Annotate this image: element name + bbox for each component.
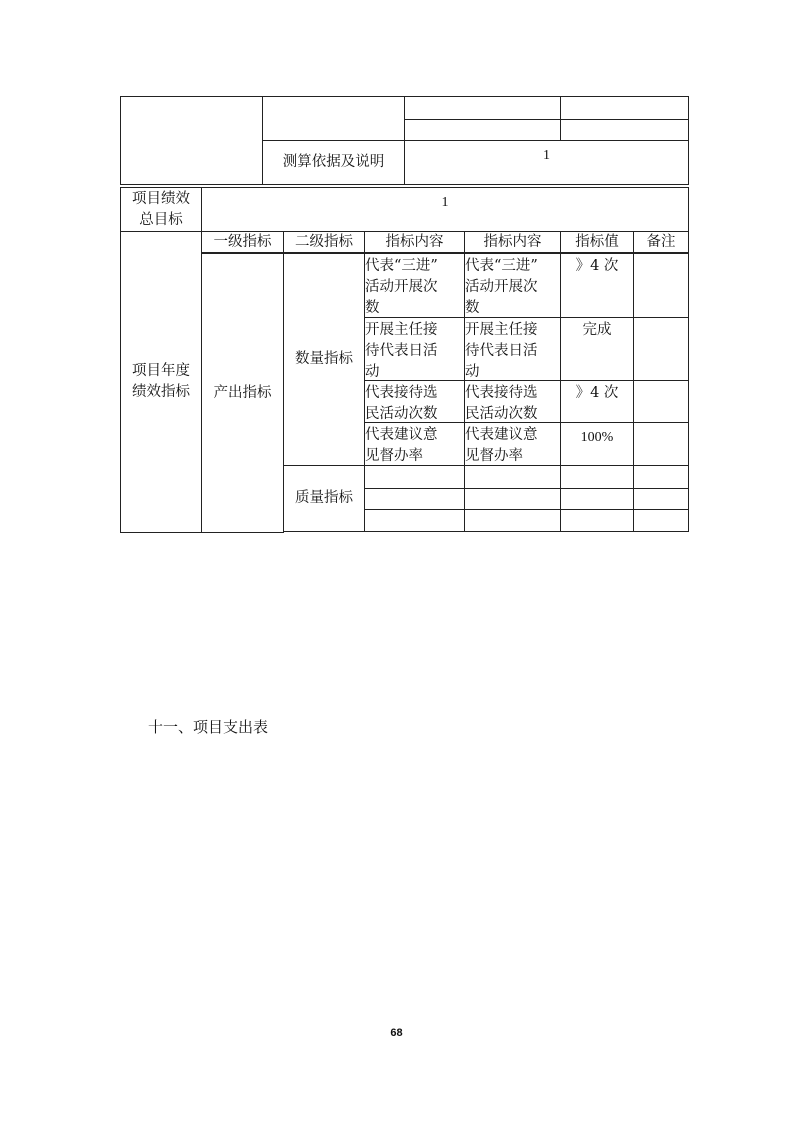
row3-note xyxy=(633,380,689,423)
top-table-blank-cell xyxy=(262,96,405,141)
row4-content-a-line2: 见督办率 xyxy=(365,448,423,464)
row3-content-b-line2: 民活动次数 xyxy=(465,406,538,422)
row1-content-a-line3: 数 xyxy=(365,300,380,316)
top-table-blank-cell xyxy=(560,119,689,141)
goal-label-line2: 总目标 xyxy=(139,211,183,228)
row2-content-a xyxy=(364,317,465,381)
header-content-a: 指标内容 xyxy=(364,231,465,253)
row3-content-a-line1: 代表接待选 xyxy=(365,385,438,401)
annual-label-line1: 项目年度 xyxy=(132,363,190,379)
row1-content-a xyxy=(364,253,465,318)
row3-content-b xyxy=(464,380,561,423)
quality-blank-cell xyxy=(464,488,561,510)
level2-quality: 质量指标 xyxy=(283,465,365,532)
section-heading: 十一、项目支出表 xyxy=(148,718,269,736)
row4-content-b xyxy=(464,422,561,466)
row2-content-b-line3: 动 xyxy=(465,364,480,380)
row2-content-a-line1: 开展主任接 xyxy=(365,322,438,338)
quality-blank-cell xyxy=(364,488,465,510)
quality-blank-cell xyxy=(464,465,561,489)
quality-blank-cell xyxy=(560,488,634,510)
level1-output: 产出指标 xyxy=(201,253,284,533)
row4-note xyxy=(633,422,689,466)
row2-value: 完成 xyxy=(560,317,634,381)
row1-content-a-line2: 活动开展次 xyxy=(365,279,438,295)
row4-content-b-line2: 见督办率 xyxy=(465,448,523,464)
row1-content-b-line3: 数 xyxy=(465,300,480,316)
row4-value: 100% xyxy=(560,422,634,466)
row2-content-b-line2: 待代表日活 xyxy=(465,343,538,359)
row2-content-b xyxy=(464,317,561,381)
row3-value: 》4 次 xyxy=(560,380,634,423)
row3-content-a-line2: 民活动次数 xyxy=(365,406,438,422)
goal-label xyxy=(120,187,202,232)
row1-note xyxy=(633,253,689,318)
quality-blank-cell xyxy=(464,509,561,532)
row1-content-b-line1: 代表“三进” xyxy=(465,258,538,274)
quality-blank-cell xyxy=(560,509,634,532)
basis-label: 测算依据及说明 xyxy=(262,140,405,185)
row2-content-b-line1: 开展主任接 xyxy=(465,322,538,338)
header-content-b: 指标内容 xyxy=(464,231,561,253)
row1-content-b xyxy=(464,253,561,318)
basis-value: 1 xyxy=(404,140,689,185)
row3-content-b-line1: 代表接待选 xyxy=(465,385,538,401)
quality-blank-cell xyxy=(560,465,634,489)
goal-value: 1 xyxy=(201,187,689,232)
page-number: 68 xyxy=(390,1027,403,1039)
row4-content-b-line1: 代表建议意 xyxy=(465,427,538,443)
row2-note xyxy=(633,317,689,381)
goal-label-line1: 项目绩效 xyxy=(132,190,190,207)
row2-content-a-line2: 待代表日活 xyxy=(365,343,438,359)
row2-content-a-line3: 动 xyxy=(365,364,380,380)
row3-content-a xyxy=(364,380,465,423)
top-table-blank-cell xyxy=(120,96,263,185)
row1-content-a-line1: 代表“三进” xyxy=(365,258,438,274)
quality-blank-cell xyxy=(633,488,689,510)
quality-blank-cell xyxy=(633,465,689,489)
top-table-blank-cell xyxy=(404,96,561,120)
header-level1: 一级指标 xyxy=(201,231,284,253)
quality-blank-cell xyxy=(364,465,465,489)
header-note: 备注 xyxy=(633,231,689,253)
row1-content-b-line2: 活动开展次 xyxy=(465,279,538,295)
row4-content-a-line1: 代表建议意 xyxy=(365,427,438,443)
row4-content-a xyxy=(364,422,465,466)
header-level2: 二级指标 xyxy=(283,231,365,253)
quality-blank-cell xyxy=(633,509,689,532)
top-table-blank-cell xyxy=(560,96,689,120)
header-value: 指标值 xyxy=(560,231,634,253)
row1-value: 》4 次 xyxy=(560,253,634,318)
quality-blank-cell xyxy=(364,509,465,532)
annual-label-line2: 绩效指标 xyxy=(132,384,190,400)
annual-label xyxy=(120,231,202,533)
top-table-blank-cell xyxy=(404,119,561,141)
level2-quantity: 数量指标 xyxy=(283,253,365,466)
